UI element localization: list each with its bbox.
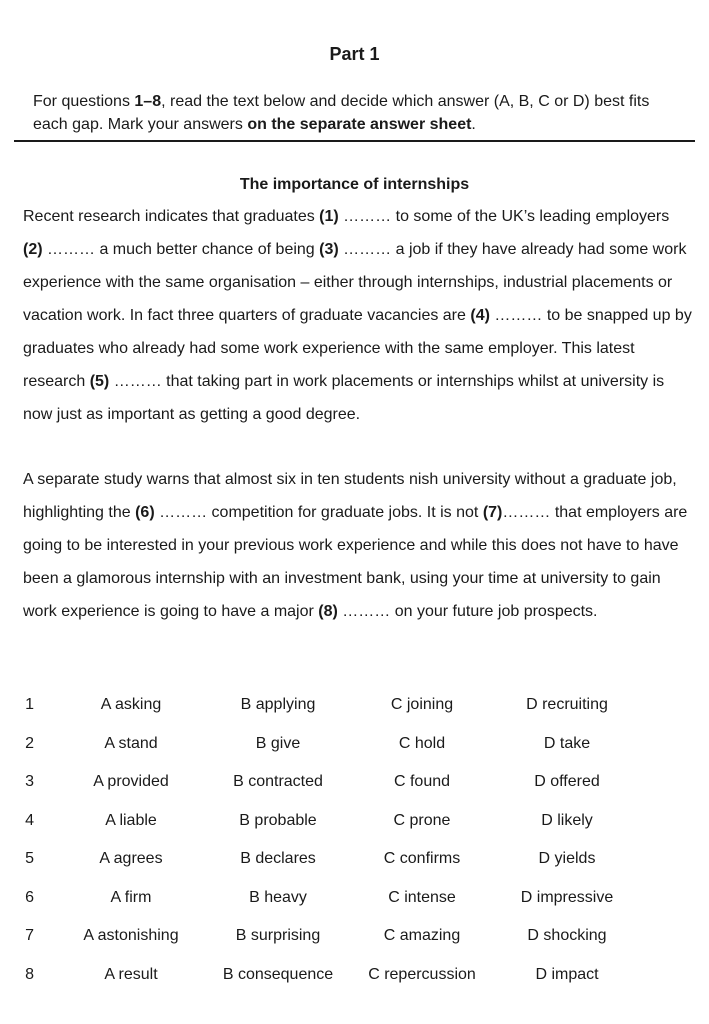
question-row xyxy=(0,802,640,841)
question-number: 3 xyxy=(25,773,34,791)
option-b: B consequence xyxy=(222,965,334,983)
option-c: C joining xyxy=(390,696,454,714)
paragraph-text: ……… a job if they have already had some work experience with the same organisation – either through internships, industrial placements or vacation work. In fact three quarters of graduate vacancies are xyxy=(23,241,687,324)
question-number: 8 xyxy=(25,965,34,983)
paragraph-text: ……… a much better chance of being xyxy=(42,241,320,258)
question-number: 4 xyxy=(25,811,34,829)
article-paragraph-1 xyxy=(23,200,693,431)
option-b: B surprising xyxy=(235,927,321,945)
gap-number: (2) xyxy=(23,241,43,258)
option-d: D shocking xyxy=(527,927,607,945)
article-paragraph-2 xyxy=(23,463,693,628)
instructions-prefix: For questions xyxy=(33,93,135,110)
option-c: C prone xyxy=(393,811,451,829)
page-title: Part 1 xyxy=(329,44,380,64)
option-b: B heavy xyxy=(249,888,307,906)
divider xyxy=(14,140,695,142)
option-d: D recruiting xyxy=(526,696,608,714)
option-a: A stand xyxy=(104,734,158,752)
option-b: B declares xyxy=(240,850,316,868)
question-row xyxy=(0,956,640,995)
option-c: C hold xyxy=(398,734,446,752)
question-row xyxy=(0,763,640,802)
gap-number: (3) xyxy=(319,241,339,258)
option-a: A result xyxy=(104,965,158,983)
instructions xyxy=(33,90,683,136)
option-c: C confirms xyxy=(383,850,461,868)
answer-options-table xyxy=(0,686,640,994)
article-title: The importance of internships xyxy=(239,176,470,193)
paragraph-text: ……… on your future job prospects. xyxy=(337,603,598,620)
option-d: D yields xyxy=(538,850,596,868)
gap-number: (7) xyxy=(482,504,503,521)
question-row xyxy=(0,686,640,725)
option-a: A astonishing xyxy=(83,927,179,945)
gap-number: (5) xyxy=(89,373,110,390)
option-c: C repercussion xyxy=(368,965,476,983)
option-c: C found xyxy=(393,773,451,791)
paragraph-text: ……… to some of the UK’s leading employers xyxy=(338,208,670,225)
option-b: B applying xyxy=(240,696,316,714)
option-d: D likely xyxy=(541,811,593,829)
gap-number: (1) xyxy=(319,208,339,225)
gap-number: (6) xyxy=(135,504,155,521)
paragraph-text: ……… that employers are going to be interested in your previous work experience and while this does not have to have been a glamorous internship with an investment bank, using your time at university to gain work experience is going to have a major xyxy=(23,504,688,620)
instructions-suffix: . xyxy=(471,116,476,133)
question-number: 7 xyxy=(25,927,34,945)
question-row xyxy=(0,840,640,879)
option-a: A provided xyxy=(93,773,169,791)
instructions-range: 1–8 xyxy=(134,93,162,110)
option-a: A liable xyxy=(105,811,157,829)
question-number: 5 xyxy=(25,850,34,868)
question-number: 6 xyxy=(25,888,34,906)
question-row xyxy=(0,725,640,764)
paragraph-text: ……… that taking part in work placements or internships whilst at university is now just as important as getting a good degree. xyxy=(23,373,665,423)
instructions-emphasis: on the separate answer sheet xyxy=(247,116,472,133)
paragraph-text: ……… to be snapped up by graduates who already had some work experience with the same employer. This latest research xyxy=(23,307,692,390)
instructions-middle: , read the text below and decide which answer (A, B, C or D) best fits each gap. Mark your answers xyxy=(33,93,650,133)
question-number: 2 xyxy=(25,734,34,752)
option-a: A firm xyxy=(110,888,152,906)
option-d: D offered xyxy=(534,773,600,791)
paragraph-text: A separate study warns that almost six in ten students nish university without a graduate job, highlighting the xyxy=(23,471,677,521)
option-b: B probable xyxy=(239,811,317,829)
paragraph-text: ……… competition for graduate jobs. It is not xyxy=(154,504,483,521)
option-a: A asking xyxy=(100,696,162,714)
option-d: D take xyxy=(543,734,591,752)
option-b: B give xyxy=(255,734,301,752)
option-d: D impact xyxy=(535,965,599,983)
gap-number: (4) xyxy=(470,307,490,324)
option-d: D impressive xyxy=(520,888,614,906)
question-row xyxy=(0,879,640,918)
gap-number: (8) xyxy=(318,603,338,620)
option-c: C intense xyxy=(388,888,456,906)
paragraph-text: Recent research indicates that graduates xyxy=(23,208,320,225)
question-row xyxy=(0,917,640,956)
option-c: C amazing xyxy=(383,927,461,945)
option-b: B contracted xyxy=(233,773,323,791)
option-a: A agrees xyxy=(99,850,163,868)
question-number: 1 xyxy=(25,696,34,714)
